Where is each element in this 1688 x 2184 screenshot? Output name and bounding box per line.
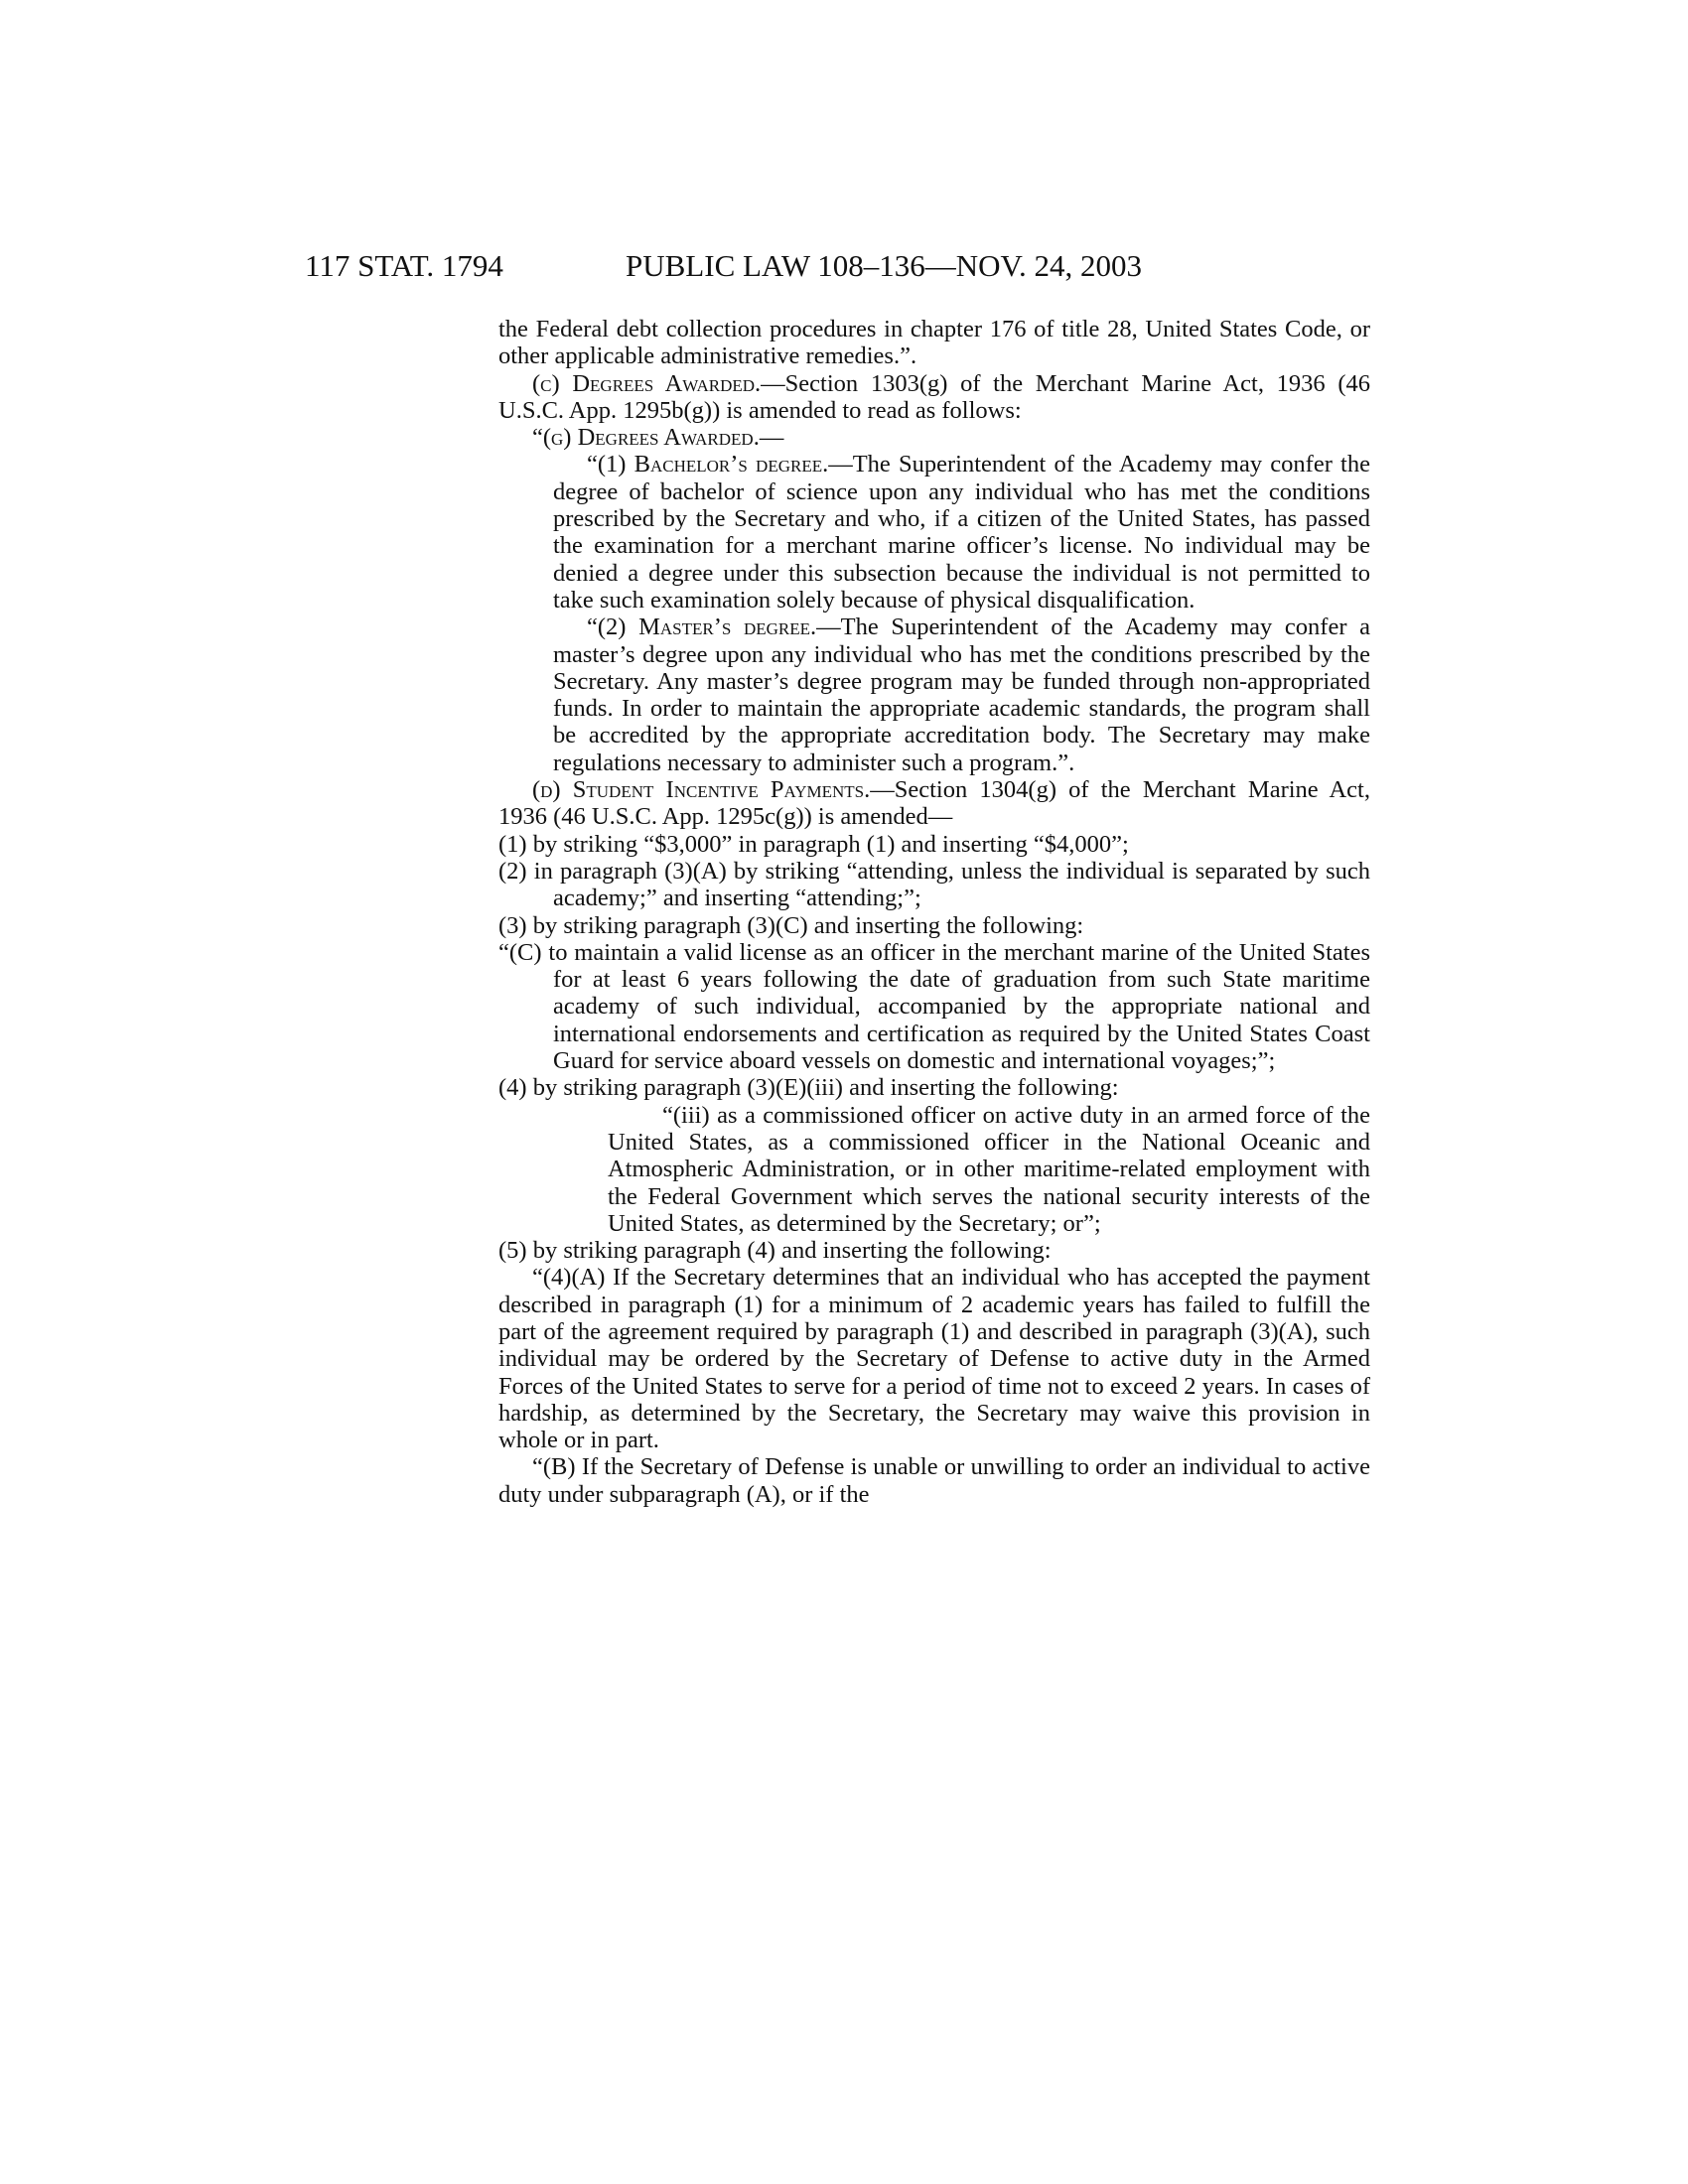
inserted-paragraph-4B: “(B) If the Secretary of Defense is unable or unwilling to order an individual to active duty under subparagraph (A), or if the	[498, 1453, 1370, 1508]
inserted-clause-iii: “(iii) as a commissioned officer on active duty in an armed force of the United States, as a commissioned officer in the National Oceanic and Atmospheric Administration, or in other maritime-related employment with the Federal Government which serves the national security interests of the United States, as determined by the Secretary; or”;	[608, 1101, 1370, 1237]
inserted-paragraph-4A: “(4)(A) If the Secretary determines that an individual who has accepted the payment described in paragraph (1) for a minimum of 2 academic years has failed to fulfill the part of the agreement required by paragraph (1) and described in paragraph (3)(A), such individual may be ordered by the Secretary of Defense to active duty in the Armed Forces of the United States to serve for a period of time not to exceed 2 years. In cases of hardship, as determined by the Secretary, the Secretary may waive this provision in whole or in part.	[498, 1264, 1370, 1454]
paragraph-g1-text: —The Superintendent of the Academy may confer the degree of bachelor of science upon any individual who has met the conditions prescribed by the Secretary and who, if a citizen of the United States, has passed the examination for a merchant marine officer’s license. No individual may be denied a degree under this subsection because the individual is not permitted to take such examination solely because of physical disqualification.	[553, 451, 1370, 614]
amendment-d4: (4) by striking paragraph (3)(E)(iii) and inserting the following:	[498, 1074, 1119, 1102]
amendment-d3: (3) by striking paragraph (3)(C) and inserting the following:	[498, 911, 1084, 939]
subsection-c-text: —Section 1303(g) of the Merchant Marine Act, 1936 (46 U.S.C. App. 1295b(g)) is amended to read as follows:	[498, 369, 1370, 424]
amendment-d1: (1) by striking “$3,000” in paragraph (1) and inserting “$4,000”;	[498, 830, 1129, 858]
subsection-d-heading: (d) Student Incentive Payments.	[532, 776, 871, 804]
paragraph-continuation: the Federal debt collection procedures in chapter 176 of title 28, United States Code, or other applicable administrative remedies.”.	[498, 316, 1370, 370]
paragraph-g2-heading: “(2) Master’s degree.	[587, 614, 817, 641]
subsection-c-heading: (c) Degrees Awarded.	[532, 369, 762, 397]
page-header	[0, 246, 1688, 286]
subsection-d-text: —Section 1304(g) of the Merchant Marine Act, 1936 (46 U.S.C. App. 1295c(g)) is amended—	[498, 776, 1370, 831]
stat-page-number: 117 STAT. 1794	[305, 248, 503, 283]
subsection-d	[498, 776, 1370, 831]
document-body	[498, 316, 1370, 1508]
amendment-d5: (5) by striking paragraph (4) and inserting the following:	[498, 1237, 1052, 1265]
public-law-citation: PUBLIC LAW 108–136—NOV. 24, 2003	[626, 248, 1142, 283]
inserted-clause-c: “(C) to maintain a valid license as an officer in the merchant marine of the United States for at least 6 years following the date of graduation from such State maritime academy of such individual, accompanied by the appropriate national and international endorsements and certification as required by the United States Coast Guard for service aboard vessels on domestic and international voyages;”;	[498, 938, 1370, 1075]
paragraph-g1-heading: “(1) Bachelor’s degree.	[587, 451, 829, 478]
amendment-d2: (2) in paragraph (3)(A) by striking “attending, unless the individual is separated by such academy;” and inserting “attending;”;	[498, 857, 1370, 912]
paragraph-g2-text: —The Superintendent of the Academy may confer a master’s degree upon any individual who has met the conditions prescribed by the Secretary. Any master’s degree program may be funded through non-appropriated funds. In order to maintain the appropriate academic standards, the program shall be accredited by the appropriate accreditation body. The Secretary may make regulations necessary to administer such a program.”.	[553, 614, 1370, 776]
paragraph-g1	[498, 451, 1370, 614]
subsection-c	[498, 370, 1370, 425]
subsection-g-heading: “(g) Degrees Awarded.—	[532, 424, 784, 452]
paragraph-g2	[498, 614, 1370, 776]
